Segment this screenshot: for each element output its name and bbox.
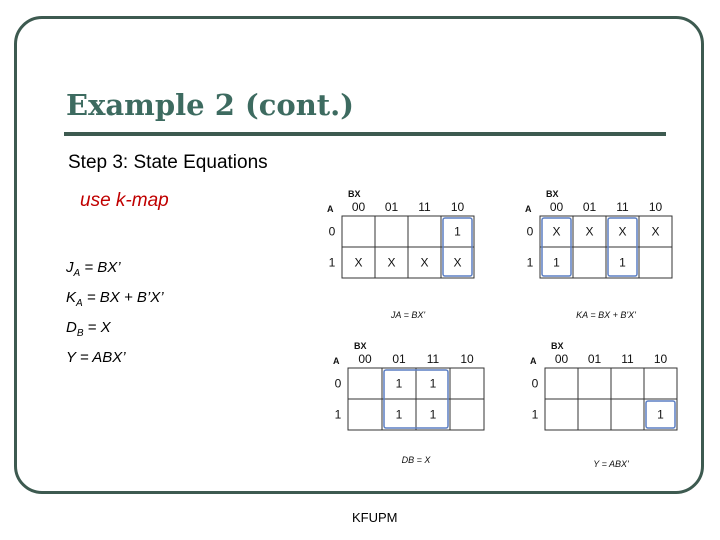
kmap-cell-value: X xyxy=(354,255,363,270)
kmap-row-var: A xyxy=(525,204,532,214)
kmap-row-label: 0 xyxy=(328,224,336,239)
kmap-caption: DB = X xyxy=(401,455,431,465)
kmap-col-label: 01 xyxy=(587,352,602,366)
kmap-ja xyxy=(327,189,474,320)
kmap-cell-value: 1 xyxy=(395,407,403,422)
kmap-col-var: BX xyxy=(546,189,559,199)
kmap-col-label: 00 xyxy=(549,200,564,214)
kmap-row-label: 1 xyxy=(328,255,336,270)
kmap-row-label: 1 xyxy=(334,407,342,422)
kmap-cell-value: X xyxy=(420,255,429,270)
kmap-cell-value: 1 xyxy=(553,255,560,270)
footer-text: KFUPM xyxy=(352,510,398,525)
kmap-cell-value: X xyxy=(618,224,627,239)
kmap-caption: JA = BX' xyxy=(390,310,426,320)
kmap-ka xyxy=(525,189,672,320)
kmap-row-label: 1 xyxy=(531,407,539,422)
kmap-col-label: 11 xyxy=(418,200,431,214)
kmap-col-var: BX xyxy=(551,341,564,351)
kmap-col-label: 10 xyxy=(450,200,465,214)
kmap-cell-value: X xyxy=(453,255,462,270)
kmap-cell-value: X xyxy=(387,255,396,270)
kmap-cell-value: 1 xyxy=(429,407,437,422)
kmap-col-label: 11 xyxy=(621,352,634,366)
kmap-cell-value: X xyxy=(552,224,561,239)
kmap-hint: use k-map xyxy=(80,190,169,211)
kmap-caption: KA = BX + B'X' xyxy=(576,310,636,320)
kmap-col-label: 11 xyxy=(426,352,440,366)
kmap-cell-value: 1 xyxy=(395,376,403,391)
kmap-row-label: 1 xyxy=(526,255,534,270)
slide-title: Example 2 (cont.) xyxy=(66,88,355,122)
kmap-row-var: A xyxy=(333,356,340,366)
kmap-row-label: 0 xyxy=(334,376,342,391)
kmap-cell-value: 1 xyxy=(454,224,461,239)
kmap-col-label: 10 xyxy=(648,200,663,214)
kmap-col-label: 01 xyxy=(384,200,399,214)
kmap-col-label: 01 xyxy=(582,200,597,214)
kmap-col-label: 10 xyxy=(653,352,668,366)
step-heading: Step 3: State Equations xyxy=(68,152,268,173)
equation-ka: $K_A$ = BX + B’X’ xyxy=(66,289,164,309)
kmap-row-label: 0 xyxy=(526,224,534,239)
kmap-col-label: 00 xyxy=(358,352,372,366)
kmap-row-var: A xyxy=(327,204,334,214)
equation-ja: $J_A$ = BX’ xyxy=(66,259,121,279)
kmap-cell-value: X xyxy=(585,224,594,239)
kmap-row-var: A xyxy=(530,356,537,366)
kmap-col-var: BX xyxy=(348,189,361,199)
kmap-col-label: 01 xyxy=(392,352,406,366)
kmap-col-label: 00 xyxy=(351,200,366,214)
kmap-cell-value: 1 xyxy=(429,376,437,391)
kmap-col-var: BX xyxy=(354,341,367,351)
kmap-caption: Y = ABX' xyxy=(593,459,629,469)
kmap-col-label: 10 xyxy=(460,352,474,366)
kmap-row-label: 0 xyxy=(531,376,539,391)
equation-db: $D_B = X$ xyxy=(66,319,111,339)
kmap-y xyxy=(530,341,677,469)
equation-y: Y = ABX’ xyxy=(66,349,126,366)
kmap-cell-value: 1 xyxy=(619,255,626,270)
kmap-cell-value: X xyxy=(651,224,660,239)
kmap-cell-value: 1 xyxy=(657,407,664,422)
kmap-col-label: 00 xyxy=(554,352,569,366)
kmap-col-label: 11 xyxy=(616,200,629,214)
kmap-db xyxy=(333,341,484,465)
